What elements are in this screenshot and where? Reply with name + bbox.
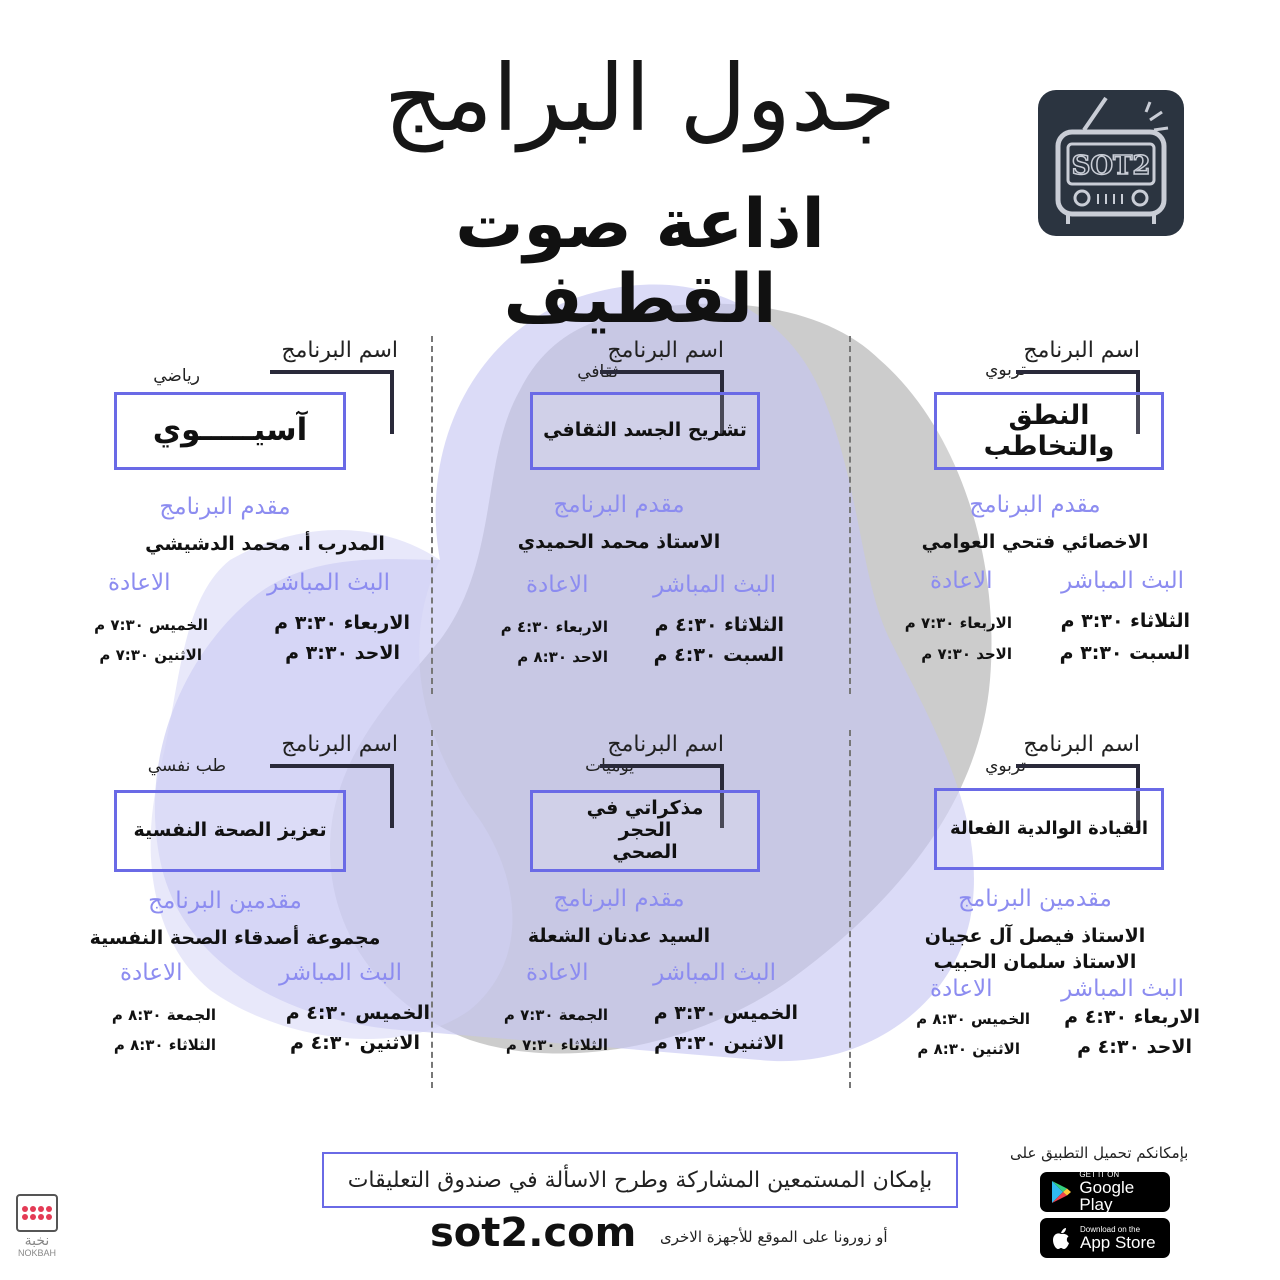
app-store-small-text: Download on the [1080, 1224, 1141, 1234]
station-name: اذاعة صوت القطيف [455, 185, 825, 339]
nokbah-english: NOKBAH [17, 1248, 56, 1258]
google-play-icon [1048, 1179, 1073, 1205]
visit-website-text: أو زورونا على الموقع للأجهزة الاخرى [660, 1228, 888, 1246]
page-title: جدول البرامج [383, 45, 897, 152]
program-name-label: اسم البرنامج [1023, 732, 1140, 757]
live-time-2: الاحد ٤:٣٠ م [1077, 1036, 1192, 1058]
live-time-2: السبت ٤:٣٠ م [653, 644, 784, 666]
download-app-text: بإمكانكم تحميل التطبيق على [1010, 1144, 1189, 1162]
column-divider-2 [431, 336, 433, 694]
host-label: مقدم البرنامج [553, 492, 685, 518]
program-category: تربوي [985, 756, 1026, 776]
host-name: مجموعة أصدقاء الصحة النفسية [89, 927, 381, 949]
program-name-label: اسم البرنامج [281, 338, 398, 363]
live-time-1: الخميس ٤:٣٠ م [285, 1002, 430, 1024]
live-time-2: الاحد ٣:٣٠ م [285, 642, 400, 664]
program-name-label: اسم البرنامج [607, 338, 724, 363]
program-category: تربوي [985, 360, 1026, 380]
program-name-box: القيادة الوالدية الفعالة [934, 788, 1164, 870]
column-divider-1 [849, 336, 851, 694]
live-time-1: الثلاثاء ٣:٣٠ م [1060, 610, 1190, 632]
program-name-box: تشريح الجسد الثقافي [530, 392, 760, 470]
program-name-box: النطق والتخاطب [934, 392, 1164, 470]
rerun-label: الاعادة [526, 960, 589, 986]
host-label: مقدم البرنامج [553, 886, 685, 912]
apple-icon [1048, 1225, 1074, 1251]
program-name-label: اسم البرنامج [1023, 338, 1140, 363]
live-time-2: السبت ٣:٣٠ م [1059, 642, 1190, 664]
rerun-time-1: الجمعة ٧:٣٠ م [503, 1006, 608, 1024]
live-time-2: الاثنين ٣:٣٠ م [654, 1032, 784, 1054]
rerun-time-2: الاحد ٧:٣٠ م [921, 645, 1012, 663]
program-category: رياضي [153, 366, 200, 386]
host-label: مقدمين البرنامج [958, 886, 1112, 912]
program-name-label: اسم البرنامج [607, 732, 724, 757]
program-card-cultural [454, 338, 784, 708]
google-play-button[interactable] [1040, 1172, 1170, 1212]
column-divider-3 [849, 730, 851, 1088]
rerun-time-1: الجمعة ٨:٣٠ م [111, 1006, 216, 1024]
rerun-label: الاعادة [108, 570, 171, 596]
rerun-label: الاعادة [120, 960, 183, 986]
nokbah-arabic: نخبة [24, 1233, 50, 1249]
nokbah-dots-icon [16, 1194, 58, 1232]
program-name-box: مذكراتي في الحجر الصحي [530, 790, 760, 872]
live-label: البث المباشر [653, 960, 776, 986]
host-label: مقدم البرنامج [159, 494, 291, 520]
live-time-1: الاربعاء ٣:٣٠ م [274, 612, 410, 634]
host-name: الاخصائي فتحي العوامي [921, 531, 1149, 553]
live-time-1: الثلاثاء ٤:٣٠ م [654, 614, 784, 636]
live-time-2: الاثنين ٤:٣٠ م [290, 1032, 420, 1054]
program-name-label: اسم البرنامج [281, 732, 398, 757]
radio-logo [1038, 90, 1184, 236]
rerun-time-2: الاثنين ٨:٣٠ م [917, 1040, 1020, 1058]
host-label: مقدمين البرنامج [148, 888, 302, 914]
rerun-time-2: الاثنين ٧:٣٠ م [99, 646, 202, 664]
host-label: مقدم البرنامج [969, 492, 1101, 518]
live-label: البث المباشر [279, 960, 402, 986]
host-name-2: الاستاذ سلمان الحبيب [933, 951, 1137, 973]
live-time-1: الاربعاء ٤:٣٠ م [1064, 1006, 1200, 1028]
nokbah-logo [14, 1194, 60, 1258]
rerun-time-2: الاحد ٨:٣٠ م [517, 648, 608, 666]
program-category: ثقافي [577, 362, 618, 382]
program-name-box: تعزيز الصحة النفسية [114, 790, 346, 872]
rerun-label: الاعادة [930, 568, 993, 594]
program-name-box: آسيـــــوي [114, 392, 346, 470]
host-name: الاستاذ محمد الحميدي [517, 531, 721, 553]
column-divider-4 [431, 730, 433, 1088]
participation-notice: بإمكان المستمعين المشاركة وطرح الاسألة في صندوق التعليقات [322, 1152, 958, 1208]
rerun-time-2: الثلاثاء ٨:٣٠ م [113, 1036, 216, 1054]
website-link[interactable]: sot2.com [430, 1210, 637, 1256]
rerun-time-2: الثلاثاء ٧:٣٠ م [505, 1036, 608, 1054]
live-time-1: الخميس ٣:٣٠ م [653, 1002, 798, 1024]
host-name: الاستاذ فيصل آل عجيان [924, 925, 1146, 947]
app-store-button[interactable] [1040, 1218, 1170, 1258]
google-play-big-text: Google Play [1079, 1178, 1135, 1214]
program-card-sports [60, 338, 410, 708]
app-store-big-text: App Store [1080, 1232, 1156, 1252]
live-label: البث المباشر [1061, 568, 1184, 594]
google-play-small-text: GET IT ON [1079, 1170, 1120, 1179]
rerun-label: الاعادة [930, 976, 993, 1002]
svg-text:SOT2: SOT2 [1071, 151, 1151, 181]
rerun-time-1: الاربعاء ٧:٣٠ م [904, 614, 1012, 632]
program-category: طب نفسي [147, 756, 226, 776]
host-name: السيد عدنان الشعلة [527, 925, 711, 947]
program-card-speech [870, 338, 1200, 708]
rerun-time-1: الاربعاء ٤:٣٠ م [500, 618, 608, 636]
live-label: البث المباشر [653, 572, 776, 598]
rerun-time-1: الخميس ٨:٣٠ م [916, 1010, 1030, 1028]
rerun-label: الاعادة [526, 572, 589, 598]
host-name: المدرب أ. محمد الدشيشي [145, 533, 385, 555]
program-card-diaries [454, 732, 798, 1102]
program-card-mental-health [60, 732, 430, 1102]
program-card-parenting [870, 732, 1200, 1102]
rerun-time-1: الخميس ٧:٣٠ م [94, 616, 208, 634]
live-label: البث المباشر [1061, 976, 1184, 1002]
radio-icon [1038, 90, 1184, 236]
program-category: يوميات [585, 756, 634, 776]
live-label: البث المباشر [267, 570, 390, 596]
